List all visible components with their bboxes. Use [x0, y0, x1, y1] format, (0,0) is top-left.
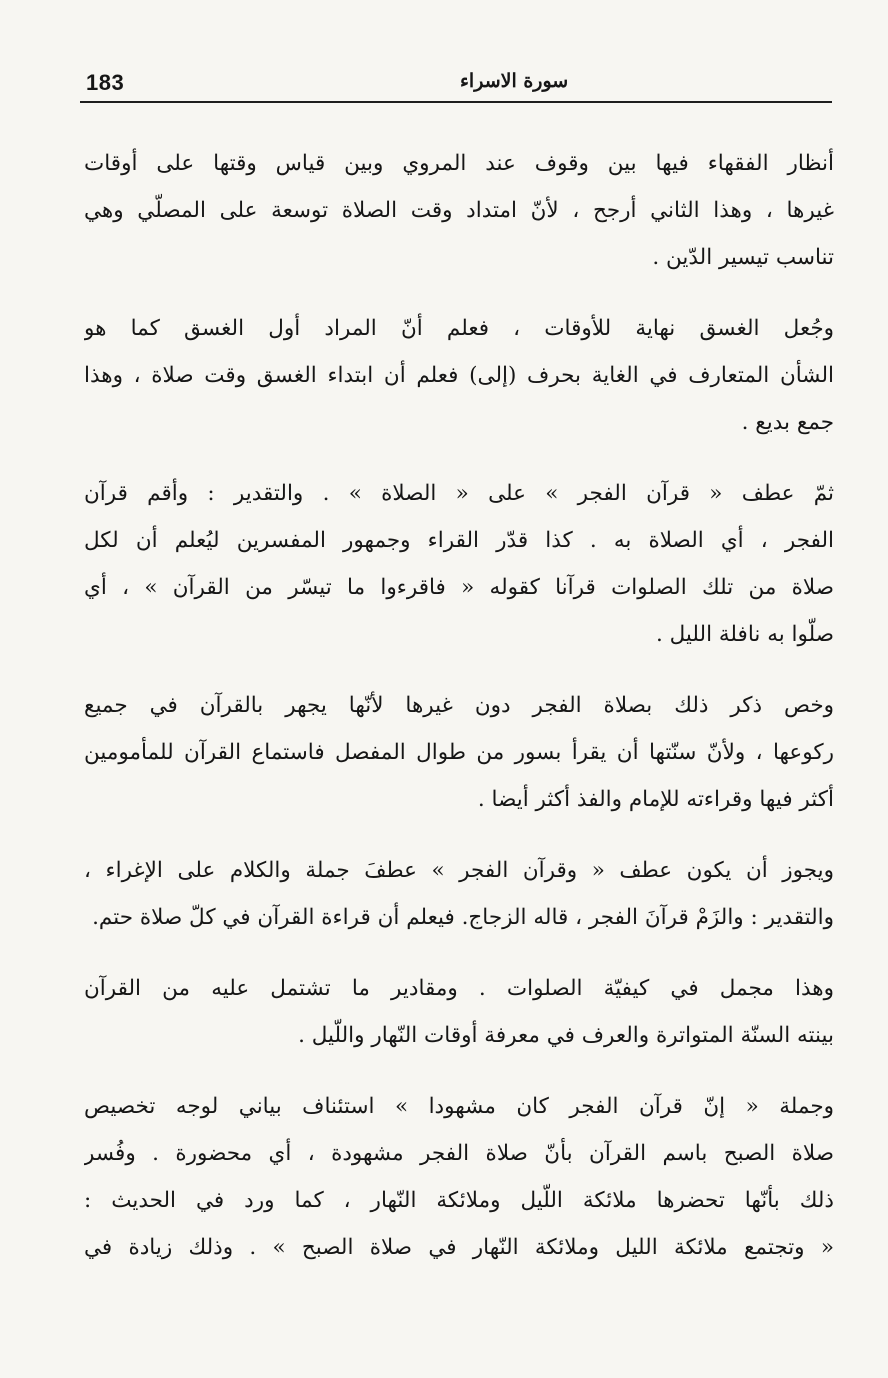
text-line: ركوعها ، ولأنّ سنّتها أن يقرأ بسور من طوال المفصل فاستماع القرآن للمأمومين — [84, 740, 834, 765]
running-title: سورة الاسراء — [460, 70, 569, 92]
paragraph — [84, 140, 834, 281]
text-line: ويجوز أن يكون عطف « وقرآن الفجر » عطفَ جملة والكلام على الإغراء ، — [84, 858, 834, 883]
paragraph — [84, 965, 834, 1059]
page-number: 183 — [86, 70, 125, 95]
text-line: صلّوا به نافلة الليل . — [655, 622, 834, 647]
text-line: ذلك بأنّها تحضرها ملائكة اللّيل وملائكة النّهار ، كما ورد في الحديث : — [84, 1188, 834, 1213]
text-line: جمع بديع . — [741, 410, 834, 435]
text-line: والتقدير : والزَمْ قرآنَ الفجر ، قاله الزجاج. فيعلم أن قراءة القرآن في كلّ صلاة حتم. — [92, 905, 834, 930]
text-line: بينته السنّة المتواترة والعرف في معرفة أوقات النّهار واللّيل . — [298, 1023, 834, 1048]
text-line: الشأن المتعارف في الغاية بحرف (إلى) فعلم أن ابتداء الغسق وقت صلاة ، وهذا — [84, 363, 834, 388]
text-line: صلاة من تلك الصلوات قرآنا كقوله « فاقرءوا ما تيسّر من القرآن » ، أي — [84, 575, 834, 600]
paragraph — [84, 847, 834, 941]
header-rule — [80, 101, 832, 103]
page-header — [80, 62, 832, 100]
paragraph — [84, 305, 834, 446]
text-line: « وتجتمع ملائكة الليل وملائكة النّهار في صلاة الصبح » . وذلك زيادة في — [84, 1235, 834, 1260]
paragraph — [84, 470, 834, 658]
text-line: ثمّ عطف « قرآن الفجر » على « الصلاة » . والتقدير : وأقم قرآن — [84, 481, 834, 506]
text-line: صلاة الصبح باسم القرآن بأنّ صلاة الفجر مشهودة ، أي محضورة . وفُسر — [84, 1141, 834, 1166]
text-line: وخص ذكر ذلك بصلاة الفجر دون غيرها لأنّها يجهر بالقرآن في جميع — [84, 693, 834, 718]
body-text — [84, 140, 834, 1295]
paragraph — [84, 1083, 834, 1271]
text-line: غيرها ، وهذا الثاني أرجح ، لأنّ امتداد وقت الصلاة توسعة على المصلّي وهي — [84, 198, 834, 223]
text-line: الفجر ، أي الصلاة به . كذا قدّر القراء وجمهور المفسرين ليُعلم أن لكل — [84, 528, 834, 553]
text-line: تناسب تيسير الدّين . — [652, 245, 834, 270]
text-line: وجملة « إنّ قرآن الفجر كان مشهودا » استئناف بياني لوجه تخصيص — [84, 1094, 834, 1119]
paragraph — [84, 682, 834, 823]
text-line: وهذا مجمل في كيفيّة الصلوات . ومقادير ما تشتمل عليه من القرآن — [84, 976, 834, 1001]
text-line: أكثر فيها وقراءته للإمام والفذ أكثر أيضا . — [477, 787, 834, 812]
text-line: وجُعل الغسق نهاية للأوقات ، فعلم أنّ المراد أول الغسق كما هو — [84, 316, 834, 341]
text-line: أنظار الفقهاء فيها بين وقوف عند المروي وبين قياس وقتها على أوقات — [84, 151, 834, 176]
